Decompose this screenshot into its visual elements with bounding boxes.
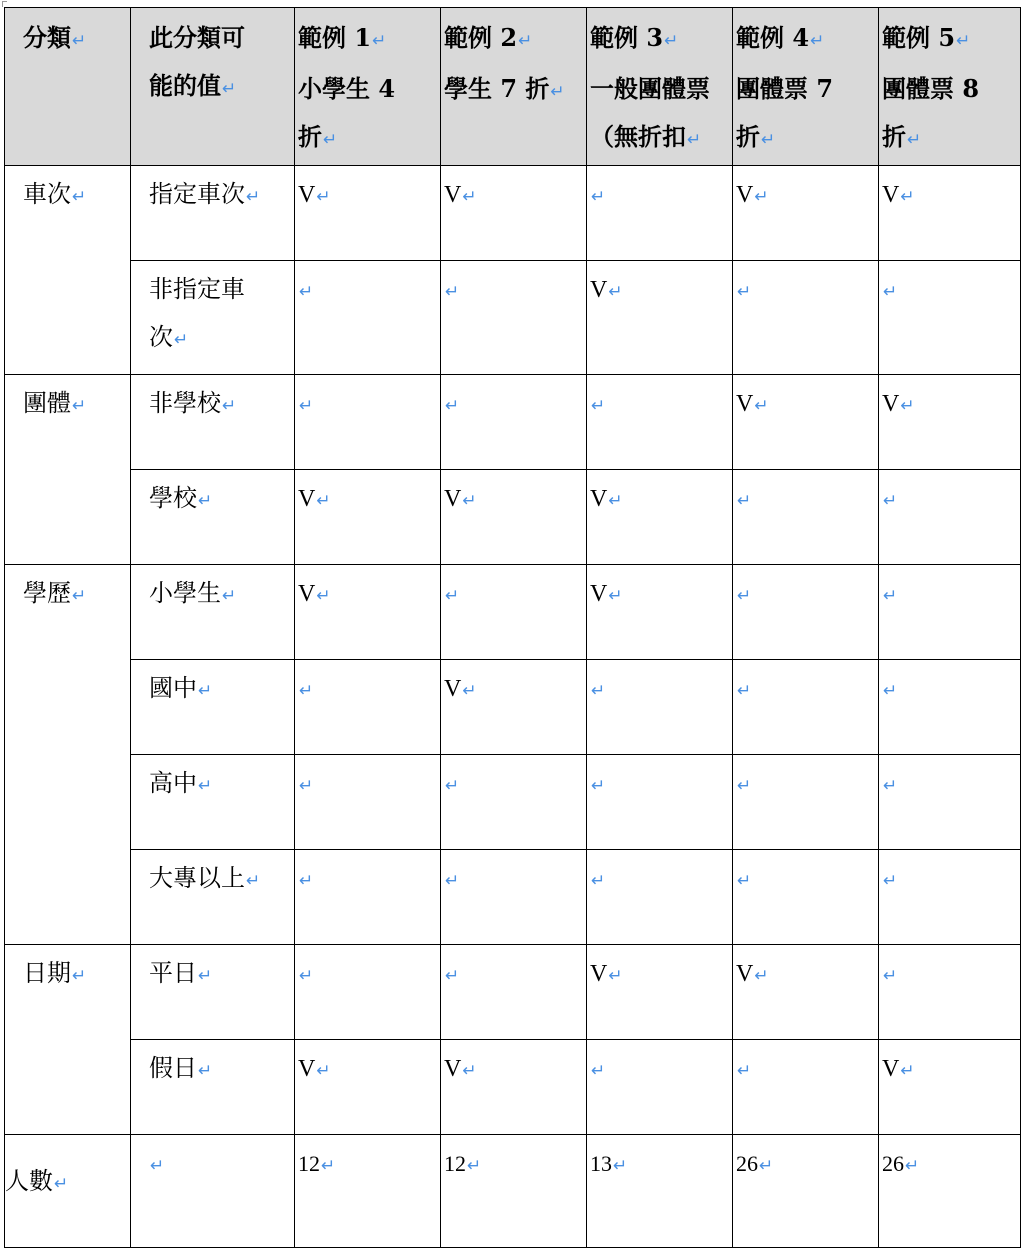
mark-cell: V↵ [295, 470, 441, 565]
header-example-3: 範例 3↵ 一般團體票 （無折扣↵ [587, 8, 733, 166]
header-example-2: 範例 2↵ 學生 7 折↵ [441, 8, 587, 166]
mark-cell: V↵ [441, 470, 587, 565]
mark-cell: ↵ [733, 261, 879, 375]
mark-cell: V↵ [733, 945, 879, 1040]
header-example-4: 範例 4↵ 團體票 7 折↵ [733, 8, 879, 166]
table-row [5, 1040, 1021, 1135]
mark-cell: V↵ [295, 1040, 441, 1135]
count-cell: 12↵ [441, 1135, 587, 1248]
mark-cell: ↵ [879, 945, 1021, 1040]
value-cell: 高中↵ [131, 755, 295, 850]
mark-cell: V↵ [879, 166, 1021, 261]
mark-cell: ↵ [879, 565, 1021, 660]
mark-cell: ↵ [295, 945, 441, 1040]
count-cell: 12↵ [295, 1135, 441, 1248]
table-row [5, 261, 1021, 375]
group-cell: 日期↵ [5, 945, 131, 1135]
mark-cell: ↵ [879, 755, 1021, 850]
mark-cell: V↵ [733, 375, 879, 470]
value-cell: 假日↵ [131, 1040, 295, 1135]
table-row [5, 850, 1021, 945]
mark-cell: ↵ [441, 565, 587, 660]
ticket-discount-table [4, 7, 1021, 1248]
mark-cell: ↵ [587, 755, 733, 850]
mark-cell: V↵ [587, 470, 733, 565]
table-row [5, 166, 1021, 261]
mark-cell: ↵ [879, 850, 1021, 945]
mark-cell: ↵ [441, 375, 587, 470]
table-row [5, 755, 1021, 850]
value-cell: 平日↵ [131, 945, 295, 1040]
mark-cell: ↵ [295, 660, 441, 755]
mark-cell: ↵ [441, 850, 587, 945]
value-cell: 學校↵ [131, 470, 295, 565]
table-row [5, 375, 1021, 470]
count-cell: 26↵ [733, 1135, 879, 1248]
group-cell: 團體↵ [5, 375, 131, 565]
table-row [5, 945, 1021, 1040]
header-values: 此分類可 能的值↵ [131, 8, 295, 166]
mark-cell: V↵ [295, 166, 441, 261]
count-cell: 13↵ [587, 1135, 733, 1248]
mark-cell: V↵ [879, 375, 1021, 470]
mark-cell: V↵ [441, 660, 587, 755]
mark-cell: ↵ [587, 166, 733, 261]
mark-cell: ↵ [587, 375, 733, 470]
header-example-1: 範例 1↵ 小學生 4 折↵ [295, 8, 441, 166]
group-cell: 車次↵ [5, 166, 131, 375]
mark-cell: ↵ [587, 1040, 733, 1135]
mark-cell: V↵ [879, 1040, 1021, 1135]
mark-cell: ↵ [441, 945, 587, 1040]
mark-cell: V↵ [295, 565, 441, 660]
value-cell: 非指定車 次↵ [131, 261, 295, 375]
mark-cell: V↵ [441, 1040, 587, 1135]
mark-cell: ↵ [295, 375, 441, 470]
mark-cell: V↵ [587, 261, 733, 375]
mark-cell: ↵ [441, 261, 587, 375]
value-cell: 大專以上↵ [131, 850, 295, 945]
mark-cell: ↵ [733, 850, 879, 945]
mark-cell: ↵ [733, 660, 879, 755]
header-category: 分類↵ [5, 8, 131, 166]
mark-cell: V↵ [733, 166, 879, 261]
table-row [5, 565, 1021, 660]
mark-cell: ↵ [733, 755, 879, 850]
table-row [5, 470, 1021, 565]
value-cell: 非學校↵ [131, 375, 295, 470]
mark-cell: V↵ [587, 945, 733, 1040]
value-cell: 指定車次↵ [131, 166, 295, 261]
mark-cell: ↵ [295, 850, 441, 945]
mark-cell: ↵ [733, 565, 879, 660]
mark-cell: ↵ [587, 660, 733, 755]
mark-cell: ↵ [295, 261, 441, 375]
header-row [5, 8, 1021, 166]
count-label-cell: 人數↵ [5, 1135, 131, 1248]
group-cell: 學歷↵ [5, 565, 131, 945]
value-cell: 小學生↵ [131, 565, 295, 660]
mark-cell: ↵ [879, 261, 1021, 375]
mark-cell: ↵ [441, 755, 587, 850]
mark-cell: ↵ [587, 850, 733, 945]
mark-cell: ↵ [295, 755, 441, 850]
mark-cell: ↵ [733, 1040, 879, 1135]
header-example-5: 範例 5↵ 團體票 8 折↵ [879, 8, 1021, 166]
mark-cell: ↵ [879, 660, 1021, 755]
mark-cell: ↵ [733, 470, 879, 565]
value-cell: 國中↵ [131, 660, 295, 755]
count-row [5, 1135, 1021, 1248]
mark-cell: ↵ [879, 470, 1021, 565]
mark-cell: V↵ [587, 565, 733, 660]
table-row [5, 660, 1021, 755]
count-value-cell: ↵ [131, 1135, 295, 1248]
mark-cell: V↵ [441, 166, 587, 261]
count-cell: 26↵ [879, 1135, 1021, 1248]
